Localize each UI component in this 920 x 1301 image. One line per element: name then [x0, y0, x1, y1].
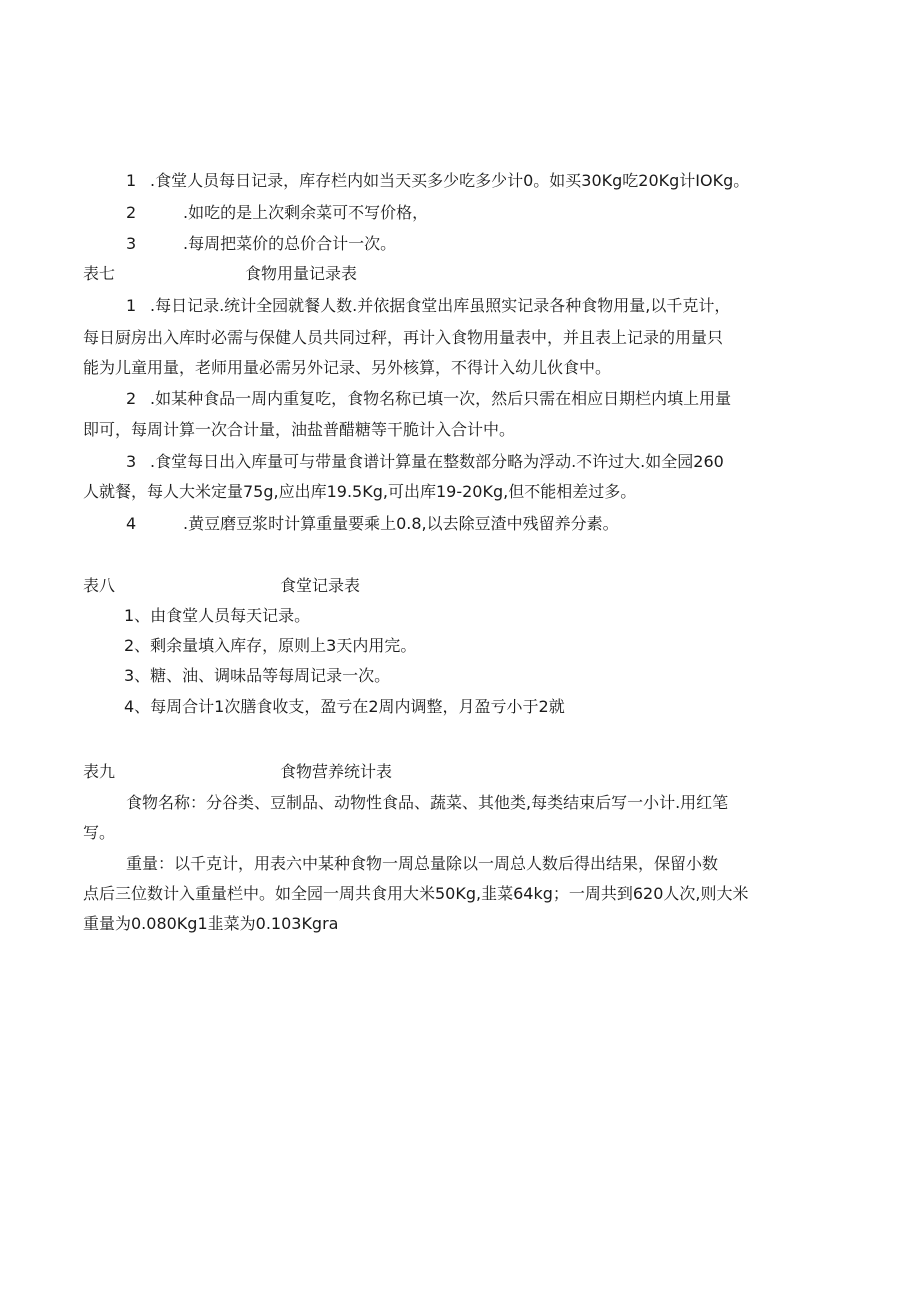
item-text: 1、由食堂人员每天记录。 — [124, 606, 311, 625]
table-label: 表九 — [83, 762, 116, 781]
table-title: 食物用量记录表 — [245, 264, 358, 283]
item-number: 4 — [126, 514, 137, 533]
table-label: 表八 — [83, 576, 116, 595]
item-text: .食堂每日出入库量可与带量食谱计算量在整数部分略为浮动.不许过大.如全园260 — [150, 452, 724, 471]
paragraph-text: 重量：以千克计，用表六中某种食物一周总量除以一周总人数后得出结果，保留小数 — [126, 854, 719, 873]
item-number: 3 — [126, 234, 137, 253]
item-text: 2、剩余量填入库存，原则上3天内用完。 — [124, 636, 417, 655]
paragraph-text: 食物名称：分谷类、豆制品、动物性食品、蔬菜、其他类,每类结束后写一小计.用红笔 — [126, 793, 729, 812]
item-text: 3、糖、油、调味品等每周记录一次。 — [124, 666, 391, 685]
item-text: 能为儿童用量，老师用量必需另外记录、另外核算，不得计入幼儿伙食中。 — [83, 358, 612, 377]
item-number: 1 — [126, 296, 137, 315]
item-number: 2 — [126, 203, 137, 222]
paragraph-text: 点后三位数计入重量栏中。如全园一周共食用大米50Kg,韭菜64kg；一周共到620人次,则大米 — [83, 884, 749, 903]
item-text: .每日记录.统计全园就餐人数.并依据食堂出库虽照实记录各种食物用量,以千克计， — [150, 296, 731, 315]
item-number: 3 — [126, 452, 137, 471]
item-text: 人就餐，每人大米定量75g,应出库19.5Kg,可出库19-20Kg,但不能相差过多。 — [83, 482, 637, 501]
item-number: 2 — [126, 389, 137, 408]
item-text: .每周把菜价的总价合计一次。 — [183, 234, 397, 253]
item-text: .如某种食品一周内重复吃，食物名称已填一次，然后只需在相应日期栏内填上用量 — [150, 389, 732, 408]
item-text: .黄豆磨豆浆时计算重量要乘上0.8,以去除豆渣中残留养分素。 — [183, 514, 619, 533]
item-text: 每日厨房出入库时必需与保健人员共同过秤，再计入食物用量表中，并且表上记录的用量只 — [83, 328, 724, 347]
table-title: 食堂记录表 — [280, 576, 361, 595]
paragraph-text: 重量为0.080Kg1韭菜为0.103Kgra — [83, 914, 339, 933]
table-title: 食物营养统计表 — [280, 762, 393, 781]
item-text: .食堂人员每日记录，库存栏内如当天买多少吃多少计0。如买30Kg吃20Kg计IOKg。 — [150, 171, 750, 190]
item-text: 即可，每周计算一次合计量，油盐普醋糖等干脆计入合计中。 — [83, 420, 516, 439]
table-label: 表七 — [83, 264, 116, 283]
item-number: 1 — [126, 171, 137, 190]
item-text: 4、每周合计1次膳食收支，盈亏在2周内调整，月盈亏小于2就 — [124, 697, 565, 716]
paragraph-text: 写。 — [83, 823, 116, 842]
item-text: .如吃的是上次剩余菜可不写价格， — [183, 203, 429, 222]
